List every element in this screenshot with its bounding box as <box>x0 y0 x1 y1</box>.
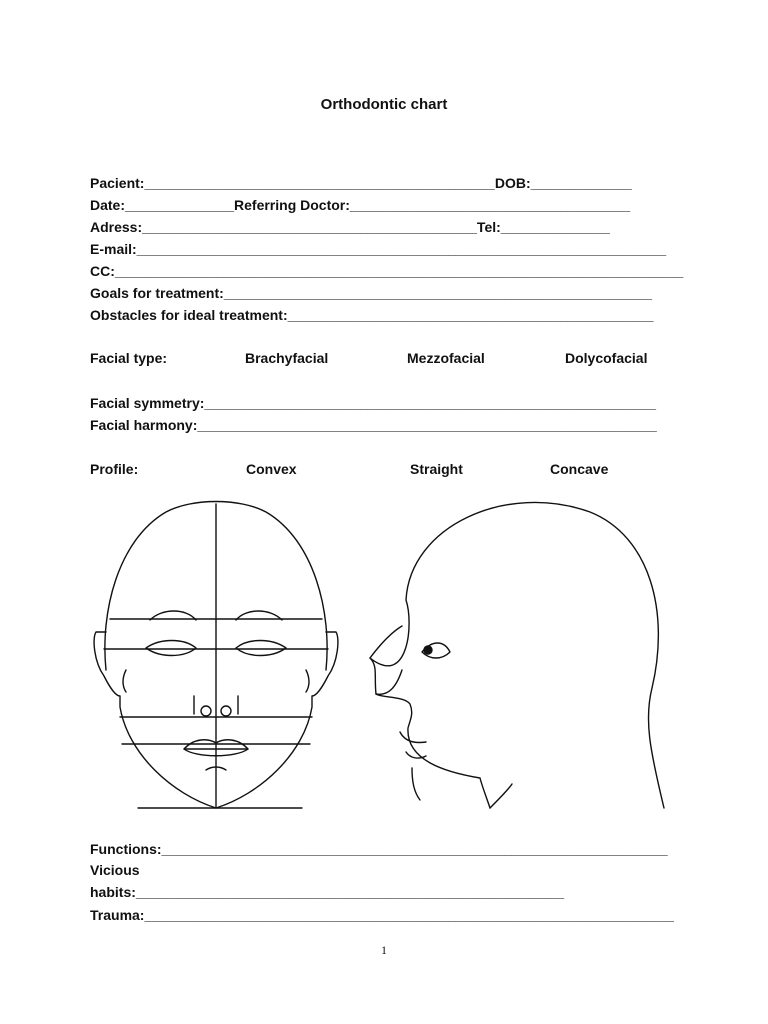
facial-type-option-dolycofacial[interactable]: Dolycofacial <box>565 350 648 366</box>
vicious-label: Vicious <box>90 862 140 878</box>
profile-option-straight[interactable]: Straight <box>410 461 463 477</box>
face-diagrams <box>88 492 680 822</box>
page-title: Orthodontic chart <box>320 96 448 113</box>
obstacles-field[interactable]: Obstacles for ideal treatment:_______________________________________________ <box>90 307 654 323</box>
profile-label: Profile: <box>90 461 139 477</box>
facial-harmony-field[interactable]: Facial harmony:___________________________________________________________ <box>90 417 657 433</box>
profile-option-concave[interactable]: Concave <box>550 461 609 477</box>
email-field[interactable]: E-mail:____________________________________________________________________ <box>90 241 667 257</box>
facial-type-label: Facial type: <box>90 350 168 366</box>
facial-type-option-brachyfacial[interactable]: Brachyfacial <box>245 350 329 366</box>
goals-field[interactable]: Goals for treatment:_______________________________________________________ <box>90 285 653 301</box>
page-number: 1 <box>381 943 387 957</box>
facial-symmetry-field[interactable]: Facial symmetry:__________________________________________________________ <box>90 395 656 411</box>
trauma-field[interactable]: Trauma:____________________________________________________________________ <box>90 907 674 923</box>
address-field[interactable]: Adress:___________________________________________Tel:______________ <box>90 219 610 235</box>
patient-field[interactable]: Pacient:_____________________________________________DOB:_____________ <box>90 175 632 191</box>
side-profile-diagram <box>370 502 664 808</box>
frontal-face-diagram <box>94 502 338 809</box>
date-field[interactable]: Date:______________Referring Doctor:____________________________________ <box>90 197 631 213</box>
functions-field[interactable]: Functions:_________________________________________________________________ <box>90 841 668 857</box>
cc-field[interactable]: CC:_________________________________________________________________________ <box>90 263 684 279</box>
habits-field[interactable]: habits:_______________________________________________________ <box>90 884 565 900</box>
facial-type-option-mezzofacial[interactable]: Mezzofacial <box>407 350 485 366</box>
profile-option-convex[interactable]: Convex <box>246 461 297 477</box>
